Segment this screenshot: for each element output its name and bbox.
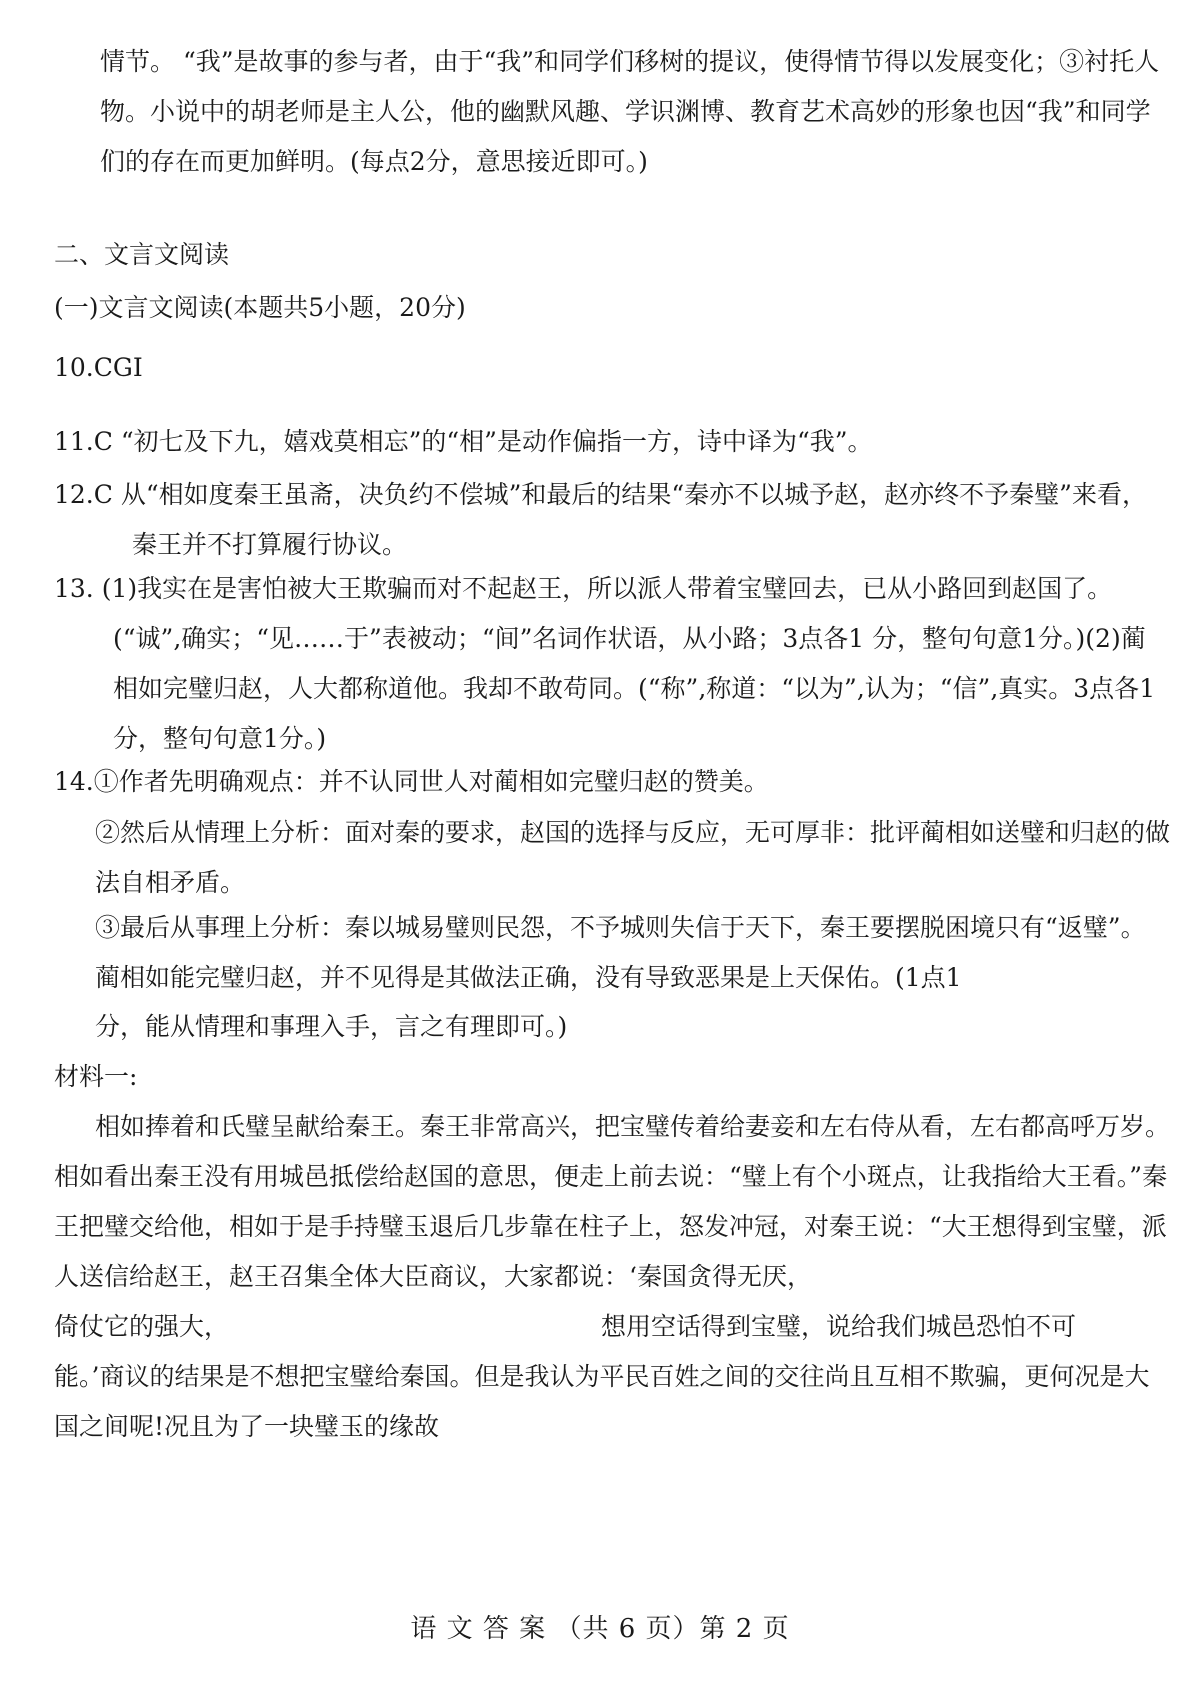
answer-14-tail bbox=[95, 1002, 1095, 1052]
material-end-text: 能。’商议的结果是不想把宝璧给秦国。但是我认为平民百姓之间的交往尚且互相不欺骗，更何况是大国之间呢!况且为了一块璧玉的缘故 bbox=[54, 1362, 1150, 1441]
answer-12 bbox=[0, 470, 1200, 570]
answer-13 bbox=[0, 564, 1200, 764]
page-footer bbox=[0, 1604, 1200, 1654]
material-one-label bbox=[54, 1052, 654, 1102]
q14-point-2: ②然后从情理上分析：面对秦的要求，赵国的选择与反应，无可厚非：批评蔺相如送璧和归赵的做法自相矛盾。 bbox=[95, 818, 1171, 897]
section-2-title: 二、文言文阅读 bbox=[54, 240, 230, 269]
subsection-heading bbox=[54, 283, 954, 333]
q14-lead: 14.①作者先明确观点：并不认同世人对蔺相如完璧归赵的赞美。 bbox=[54, 767, 769, 796]
q14-scoring-note: 分，能从情理和事理入手，言之有理即可。) bbox=[95, 1012, 568, 1041]
answer-14 bbox=[54, 757, 1194, 807]
q9-answer-tail bbox=[0, 37, 1200, 187]
answer-14-point-3 bbox=[0, 903, 1200, 1003]
q10-text: 10.CGI bbox=[54, 353, 143, 382]
q9-text: 情节。 “我”是故事的参与者，由于“我”和同学们移树的提议，使得情节得以发展变化；③衬托人物。小说中的胡老师是主人公，他的幽默风趣、学识渊博、教育艺术高妙的形象也因“我”和同学们的存在而更加鲜明。(每点2分，意思接近即可。) bbox=[100, 47, 1160, 176]
section-heading bbox=[54, 230, 954, 280]
answer-14-point-2 bbox=[0, 808, 1200, 908]
material-one-body bbox=[0, 1102, 1200, 1302]
q11-text: 11.C “初七及下九，嬉戏莫相忘”的“相”是动作偏指一方，诗中译为“我”。 bbox=[54, 427, 873, 456]
material-one-end bbox=[0, 1352, 1200, 1452]
answer-11 bbox=[54, 417, 1194, 467]
material-line-left: 倚仗它的强大， bbox=[54, 1312, 230, 1341]
q13-text: 13. (1)我实在是害怕被大王欺骗而对不起赵王，所以派人带着宝璧回去，已从小路回到赵国了。(“诚”,确实；“见……于”表被动；“间”名词作状语，从小路；3点各1 分，整句句意1分。)(2)蔺相如完璧归赵，人大都称道他。我却不敢苟同。(“称”,称道：“以为”,认为；“信”,真实。3点各1分，整句句意1分。) bbox=[54, 574, 1156, 753]
q14-point-3: ③最后从事理上分析：秦以城易璧则民怨，不予城则失信于天下，秦王要摆脱困境只有“返璧”。蔺相如能完璧归赵，并不见得是其做法正确，没有导致恶果是上天保佑。(1点1 bbox=[95, 913, 1146, 992]
material-line-right: 想用空话得到宝璧，说给我们城邑恐怕不可 bbox=[601, 1312, 1077, 1341]
answer-10 bbox=[54, 343, 954, 393]
footer-text: 语 文 答 案 （共 6 页）第 2 页 bbox=[410, 1614, 790, 1644]
subsection-title: (一)文言文阅读(本题共5小题，20分) bbox=[54, 293, 466, 322]
material-label: 材料一: bbox=[54, 1062, 138, 1091]
q12-text: 12.C 从“相如度秦王虽斋，决负约不偿城”和最后的结果“秦亦不以城予赵，赵亦终不予秦璧”来看，秦王并不打算履行协议。 bbox=[54, 480, 1147, 559]
material-text: 相如捧着和氏璧呈献给秦王。秦王非常高兴，把宝璧传着给妻妾和左右侍从看，左右都高呼万岁。相如看出秦王没有用城邑抵偿给赵国的意思，便走上前去说：“璧上有个小斑点，让我指给大王看。”秦王把璧交给他，相如于是手持璧玉退后几步靠在柱子上，怒发冲冠，对秦王说：“大王想得到宝璧，派人送信给赵王，赵王召集全体大臣商议，大家都说：‘秦国贪得无厌， bbox=[54, 1112, 1171, 1291]
material-gap-line bbox=[54, 1302, 1174, 1352]
